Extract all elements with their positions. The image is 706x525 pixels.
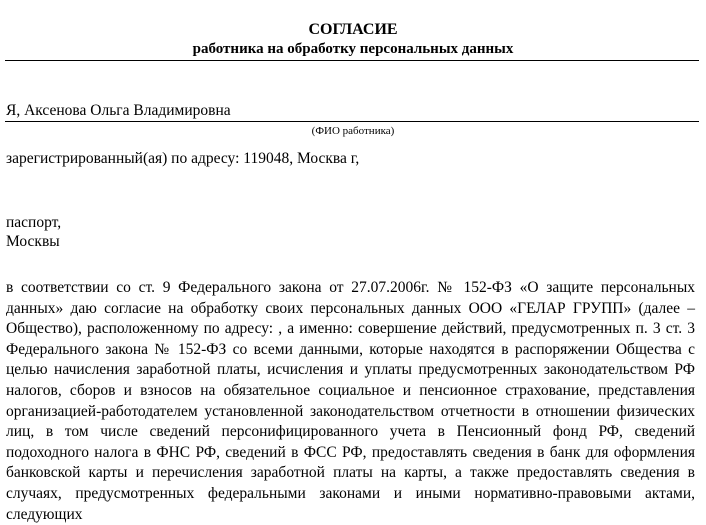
passport-line: паспорт, — [6, 214, 62, 231]
name-underline — [5, 121, 699, 122]
title-divider — [5, 60, 699, 61]
employee-name-line: Я, Аксенова Ольга Владимировна — [6, 102, 231, 119]
address-line: зарегистрированный(ая) по адресу: 119048, Москва г, — [6, 150, 360, 167]
document-title: СОГЛАСИЕ — [308, 21, 398, 38]
name-caption: (ФИО работника) — [311, 125, 395, 137]
consent-body-text: в соответствии со ст. 9 Федерального закона от 27.07.2006г. № 152-ФЗ «О защите персональных данных» даю согласие на обработку своих персональных данных ООО «ГЕЛАР ГРУПП» (далее – Общество), расположенному по адресу: , а именно: совершение действий, предусмотренных п. 3 ст. 3 Федерального закона № 152-ФЗ со всеми данными, которые находятся в распоряжении Общества с целью начисления заработной платы, исчисления и уплаты предусмотренных законодательством РФ налогов, сборов и взносов на обязательное социальное и пенсионное страхование, представления организацией-работодателем установленной законодательством отчетности в отношении физических лиц, в том числе сведений персонифицированного учета в Пенсионный фонд РФ, сведений подоходного налога в ФНС РФ, сведений в ФСС РФ, предоставлять сведения в банк для оформления банковской карты и перечисления заработной платы на карты, а также предоставлять сведения в случаях, предусмотренных федеральными законами и иными нормативно-правовыми актами, следующих — [6, 279, 695, 523]
document-subtitle: работника на обработку персональных данных — [192, 41, 514, 57]
city-line: Москвы — [6, 233, 60, 250]
